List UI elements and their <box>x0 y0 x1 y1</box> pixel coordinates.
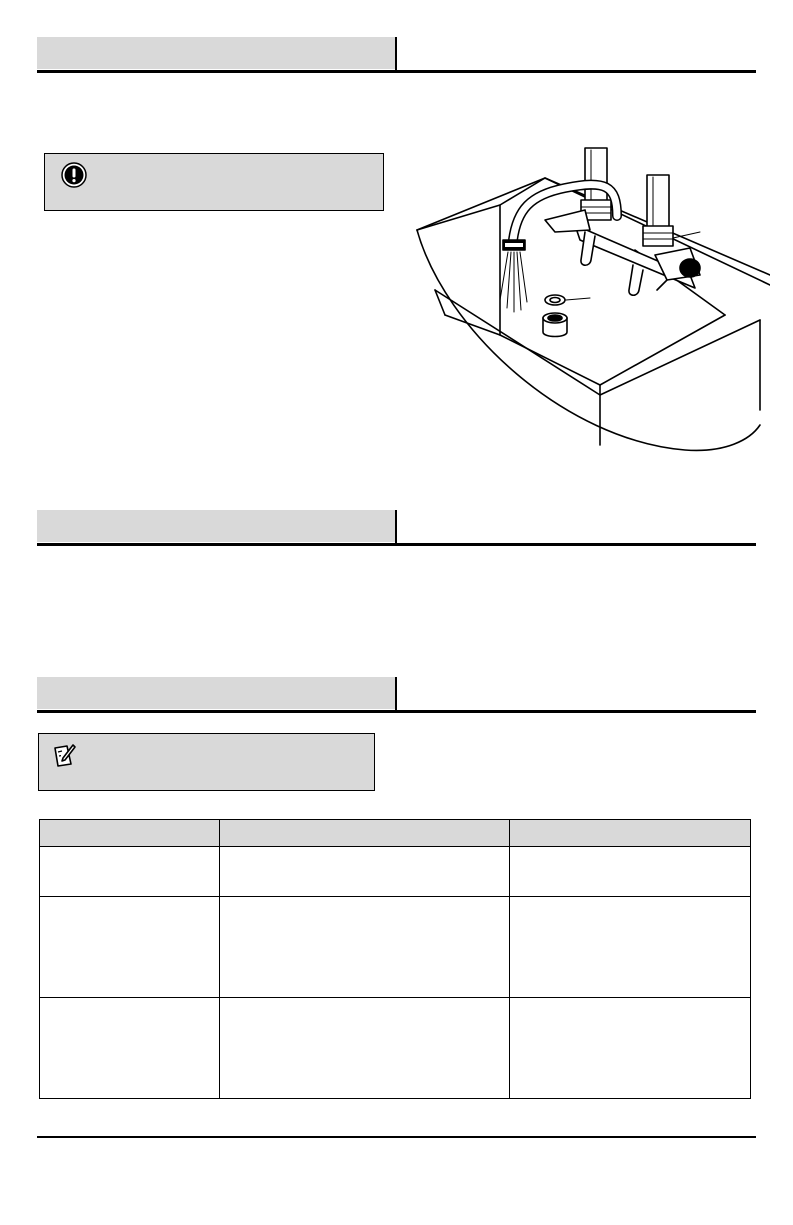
section-divider-tick <box>395 510 397 546</box>
note-pencil-icon <box>51 742 77 768</box>
section-rule <box>37 710 756 713</box>
table-cell <box>220 897 510 998</box>
table-row <box>40 998 751 1099</box>
table-cell <box>40 897 220 998</box>
table-cell <box>40 998 220 1099</box>
section-rule <box>37 70 756 73</box>
exclamation-icon <box>61 162 87 188</box>
note-notice <box>38 733 375 791</box>
section-divider-tick <box>395 677 397 713</box>
section-divider-tick <box>395 37 397 73</box>
table-row <box>40 847 751 897</box>
table-cell <box>510 998 751 1099</box>
footer-rule <box>37 1136 756 1138</box>
table-header-cell <box>40 820 220 847</box>
section-bar <box>37 510 395 542</box>
table-cell <box>510 847 751 897</box>
warning-notice <box>44 153 384 211</box>
troubleshooting-table <box>39 819 751 1099</box>
table-cell <box>220 998 510 1099</box>
section-bar <box>37 37 395 69</box>
section-bar <box>37 677 395 709</box>
table-row <box>40 897 751 998</box>
section-rule <box>37 543 756 546</box>
table-cell <box>510 897 751 998</box>
table-cell <box>40 847 220 897</box>
table-header-row <box>40 820 751 847</box>
table-header-cell <box>220 820 510 847</box>
table-header-cell <box>510 820 751 847</box>
table-cell <box>220 847 510 897</box>
faucet-aerator-illustration <box>405 140 770 460</box>
